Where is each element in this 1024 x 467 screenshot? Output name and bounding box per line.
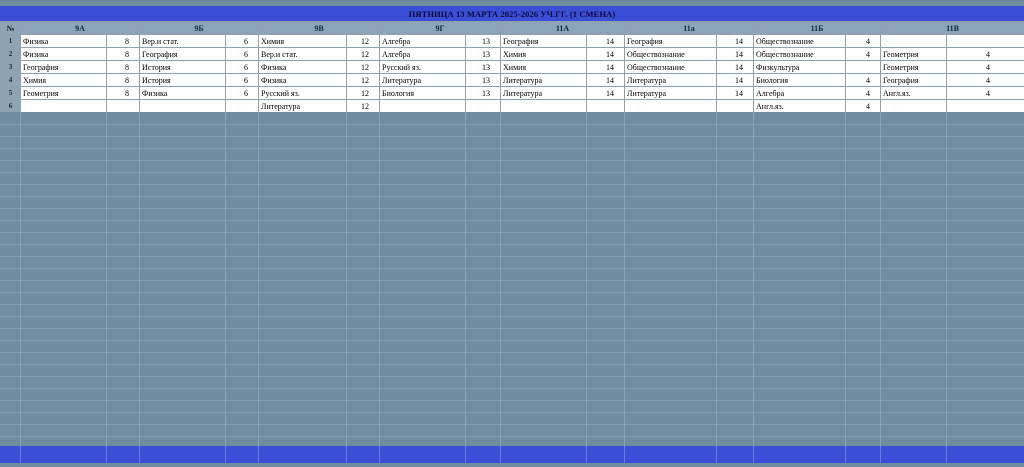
subject-cell[interactable] <box>140 100 226 113</box>
subject-cell[interactable]: Геометрия <box>881 61 947 74</box>
room-cell[interactable]: 8 <box>107 35 140 48</box>
room-cell[interactable]: 8 <box>107 48 140 61</box>
grid-row-line <box>0 400 1024 401</box>
grid-row-line <box>0 340 1024 341</box>
grid-column-line <box>716 112 717 446</box>
subject-cell[interactable]: Обществознание <box>625 61 717 74</box>
grid-column-line <box>346 112 347 446</box>
lesson-row <box>1 74 1024 87</box>
bottom-bar-separator <box>20 446 21 463</box>
lesson-number: 3 <box>1 61 21 74</box>
subject-cell[interactable]: Литература <box>501 87 587 100</box>
header-class: 9Б <box>140 22 259 35</box>
grid-row-line <box>0 148 1024 149</box>
grid-row-line <box>0 256 1024 257</box>
grid-row-line <box>0 328 1024 329</box>
room-cell[interactable]: 4 <box>846 48 881 61</box>
header-class: 9А <box>21 22 140 35</box>
bottom-bar-separator <box>586 446 587 463</box>
bottom-bar-separator <box>946 446 947 463</box>
subject-cell[interactable] <box>21 100 107 113</box>
room-cell[interactable]: 4 <box>846 87 881 100</box>
subject-cell[interactable]: Вер.и стат. <box>140 35 226 48</box>
room-cell[interactable]: 12 <box>347 61 380 74</box>
subject-cell[interactable]: Химия <box>259 35 347 48</box>
room-cell[interactable]: 4 <box>947 74 1024 87</box>
room-cell[interactable]: 4 <box>846 35 881 48</box>
room-cell[interactable]: 12 <box>347 87 380 100</box>
grid-column-line <box>225 112 226 446</box>
grid-column-line <box>624 112 625 446</box>
header-class: 9В <box>259 22 380 35</box>
room-cell[interactable]: 4 <box>947 48 1024 61</box>
room-cell[interactable]: 14 <box>717 48 754 61</box>
header-class: 11В <box>881 22 1024 35</box>
grid-row-line <box>0 172 1024 173</box>
subject-cell[interactable]: Литература <box>625 87 717 100</box>
room-cell[interactable]: 13 <box>466 61 501 74</box>
subject-cell[interactable]: Алгебра <box>380 35 466 48</box>
subject-cell[interactable]: Англ.яз. <box>881 87 947 100</box>
room-cell[interactable]: 6 <box>226 87 259 100</box>
subject-cell[interactable]: География <box>625 35 717 48</box>
room-cell[interactable]: 12 <box>347 48 380 61</box>
room-cell[interactable]: 4 <box>947 61 1024 74</box>
bottom-bar-separator <box>716 446 717 463</box>
lesson-number: 5 <box>1 87 21 100</box>
grid-row-line <box>0 136 1024 137</box>
subject-cell[interactable]: История <box>140 61 226 74</box>
subject-cell[interactable]: Литература <box>259 100 347 113</box>
grid-row-line <box>0 376 1024 377</box>
subject-cell[interactable] <box>881 100 947 113</box>
subject-cell[interactable]: Химия <box>501 48 587 61</box>
bottom-bar-separator <box>500 446 501 463</box>
grid-row-line <box>0 388 1024 389</box>
subject-cell[interactable]: Физика <box>140 87 226 100</box>
room-cell[interactable]: 14 <box>717 74 754 87</box>
lesson-number: 2 <box>1 48 21 61</box>
room-cell[interactable]: 13 <box>466 48 501 61</box>
subject-cell[interactable] <box>380 100 466 113</box>
lesson-number: 6 <box>1 100 21 113</box>
bottom-bar-separator <box>379 446 380 463</box>
subject-cell[interactable]: Физика <box>259 61 347 74</box>
grid-row-line <box>0 280 1024 281</box>
subject-cell[interactable]: Обществознание <box>754 48 846 61</box>
room-cell[interactable]: 6 <box>226 48 259 61</box>
room-cell[interactable]: 14 <box>717 87 754 100</box>
room-cell[interactable]: 14 <box>587 35 625 48</box>
room-cell[interactable]: 14 <box>587 48 625 61</box>
header-row <box>1 22 1024 35</box>
lesson-row <box>1 48 1024 61</box>
subject-cell[interactable]: География <box>501 35 587 48</box>
room-cell[interactable] <box>466 100 501 113</box>
bottom-bar-separator <box>346 446 347 463</box>
header-class: 11А <box>501 22 625 35</box>
grid-column-line <box>465 112 466 446</box>
grid-column-line <box>500 112 501 446</box>
grid-column-line <box>753 112 754 446</box>
subject-cell[interactable] <box>881 35 947 48</box>
header-class: 11Б <box>754 22 881 35</box>
lesson-row <box>1 100 1024 113</box>
bottom-bar <box>0 446 1024 463</box>
grid-row-line <box>0 196 1024 197</box>
room-cell[interactable]: 4 <box>846 74 881 87</box>
subject-cell[interactable]: Русский яз. <box>380 61 466 74</box>
room-cell[interactable]: 8 <box>107 61 140 74</box>
grid-row-line <box>0 292 1024 293</box>
room-cell[interactable] <box>947 35 1024 48</box>
room-cell[interactable]: 6 <box>226 74 259 87</box>
room-cell[interactable] <box>107 100 140 113</box>
empty-grid-area <box>0 112 1024 446</box>
subject-cell[interactable]: Обществознание <box>754 35 846 48</box>
subject-cell[interactable]: Литература <box>380 74 466 87</box>
subject-cell[interactable]: Алгебра <box>754 87 846 100</box>
room-cell[interactable]: 6 <box>226 35 259 48</box>
bottom-bar-separator <box>624 446 625 463</box>
room-cell[interactable]: 12 <box>347 35 380 48</box>
room-cell[interactable] <box>846 61 881 74</box>
room-cell[interactable]: 4 <box>947 87 1024 100</box>
lesson-row <box>1 35 1024 48</box>
grid-row-line <box>0 124 1024 125</box>
grid-row-line <box>0 424 1024 425</box>
room-cell[interactable]: 8 <box>107 74 140 87</box>
subject-cell[interactable]: Физика <box>21 48 107 61</box>
bottom-bar-separator <box>845 446 846 463</box>
grid-row-line <box>0 184 1024 185</box>
grid-row-line <box>0 220 1024 221</box>
bottom-bar-separator <box>880 446 881 463</box>
room-cell[interactable]: 4 <box>846 100 881 113</box>
grid-row-line <box>0 160 1024 161</box>
lesson-row <box>1 87 1024 100</box>
grid-row-line <box>0 208 1024 209</box>
subject-cell[interactable]: Биология <box>754 74 846 87</box>
subject-cell[interactable]: География <box>881 74 947 87</box>
header-num: № <box>1 22 21 35</box>
subject-cell[interactable]: Геометрия <box>881 48 947 61</box>
subject-cell[interactable]: Химия <box>21 74 107 87</box>
subject-cell[interactable]: История <box>140 74 226 87</box>
grid-row-line <box>0 268 1024 269</box>
bottom-bar-separator <box>139 446 140 463</box>
room-cell[interactable] <box>587 100 625 113</box>
grid-column-line <box>379 112 380 446</box>
grid-row-line <box>0 316 1024 317</box>
subject-cell[interactable] <box>625 100 717 113</box>
room-cell[interactable]: 13 <box>466 35 501 48</box>
room-cell[interactable]: 12 <box>347 74 380 87</box>
grid-column-line <box>106 112 107 446</box>
header-class: 11а <box>625 22 754 35</box>
grid-column-line <box>586 112 587 446</box>
subject-cell[interactable]: Биология <box>380 87 466 100</box>
grid-column-line <box>258 112 259 446</box>
grid-column-line <box>880 112 881 446</box>
room-cell[interactable] <box>226 100 259 113</box>
room-cell[interactable]: 13 <box>466 74 501 87</box>
timetable <box>0 21 1024 113</box>
lesson-row <box>1 61 1024 74</box>
grid-row-line <box>0 364 1024 365</box>
room-cell[interactable]: 8 <box>107 87 140 100</box>
grid-row-line <box>0 412 1024 413</box>
bottom-bar-separator <box>753 446 754 463</box>
grid-column-line <box>845 112 846 446</box>
subject-cell[interactable]: Англ.яз. <box>754 100 846 113</box>
grid-row-line <box>0 244 1024 245</box>
subject-cell[interactable]: Химия <box>501 61 587 74</box>
grid-row-line <box>0 352 1024 353</box>
subject-cell[interactable]: Геометрия <box>21 87 107 100</box>
subject-cell[interactable]: Обществознание <box>625 48 717 61</box>
room-cell[interactable]: 14 <box>587 74 625 87</box>
subject-cell[interactable]: География <box>140 48 226 61</box>
subject-cell[interactable]: Физика <box>259 74 347 87</box>
room-cell[interactable] <box>947 100 1024 113</box>
subject-cell[interactable]: Русский яз. <box>259 87 347 100</box>
room-cell[interactable]: 14 <box>717 35 754 48</box>
lesson-number: 4 <box>1 74 21 87</box>
subject-cell[interactable]: Физика <box>21 35 107 48</box>
grid-row-line <box>0 436 1024 437</box>
grid-column-line <box>139 112 140 446</box>
room-cell[interactable]: 13 <box>466 87 501 100</box>
subject-cell[interactable]: Вер.и стат. <box>259 48 347 61</box>
subject-cell[interactable]: Литература <box>625 74 717 87</box>
room-cell[interactable]: 6 <box>226 61 259 74</box>
subject-cell[interactable] <box>501 100 587 113</box>
bottom-bar-separator <box>106 446 107 463</box>
subject-cell[interactable]: Литература <box>501 74 587 87</box>
room-cell[interactable] <box>717 100 754 113</box>
room-cell[interactable]: 14 <box>717 61 754 74</box>
grid-row-line <box>0 232 1024 233</box>
grid-row-line <box>0 304 1024 305</box>
subject-cell[interactable]: География <box>21 61 107 74</box>
room-cell[interactable]: 14 <box>587 61 625 74</box>
grid-column-line <box>20 112 21 446</box>
grid-column-line <box>946 112 947 446</box>
lesson-number: 1 <box>1 35 21 48</box>
bottom-bar-separator <box>225 446 226 463</box>
room-cell[interactable]: 14 <box>587 87 625 100</box>
subject-cell[interactable]: Алгебра <box>380 48 466 61</box>
schedule-title-bar <box>0 6 1024 21</box>
header-class: 9Г <box>380 22 501 35</box>
bottom-bar-separator <box>258 446 259 463</box>
schedule-title: ПЯТНИЦА 13 МАРТА 2025-2026 УЧ.ГГ. (1 СМЕНА) <box>408 8 616 19</box>
room-cell[interactable]: 12 <box>347 100 380 113</box>
subject-cell[interactable]: Физкультура <box>754 61 846 74</box>
bottom-bar-separator <box>465 446 466 463</box>
